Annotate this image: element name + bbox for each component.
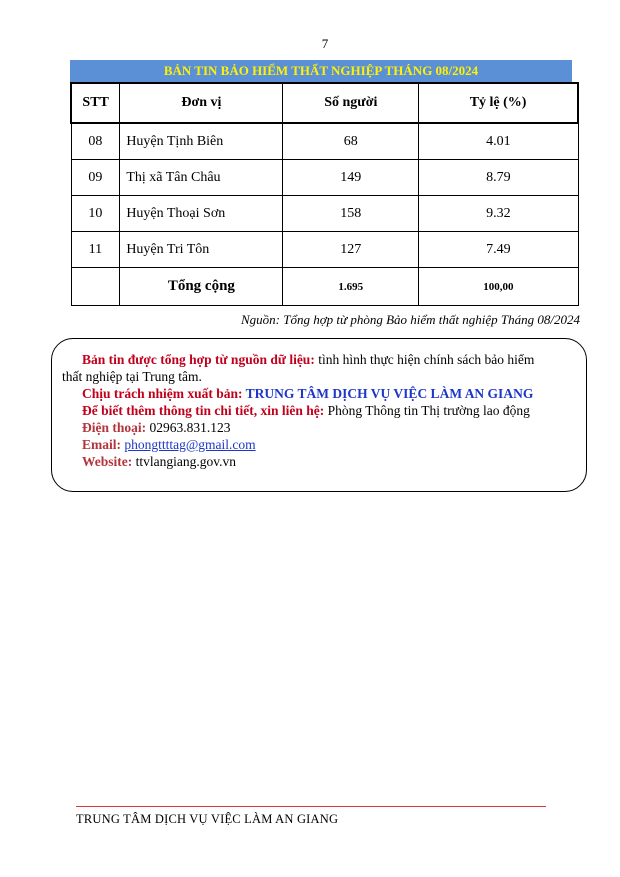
email-label: Email: (82, 437, 121, 452)
header-count: Số người (283, 83, 419, 123)
unemployment-insurance-table (70, 82, 579, 306)
contact-info-box (51, 338, 587, 492)
row-stt: 11 (71, 232, 120, 268)
row-ratio: 8.79 (419, 160, 578, 196)
contact-value: Phòng Thông tin Thị trường lao động (324, 403, 530, 418)
table-row (71, 123, 578, 160)
row-stt: 10 (71, 196, 120, 232)
website-value: ttvlangiang.gov.vn (132, 454, 236, 469)
row-count: 127 (283, 232, 419, 268)
total-ratio: 100,00 (419, 268, 578, 306)
phone-label: Điện thoại: (82, 420, 147, 435)
website-label: Website: (82, 454, 133, 469)
header-ratio: Tỷ lệ (%) (419, 83, 578, 123)
table-row (71, 196, 578, 232)
bulletin-title-banner: BẢN TIN BẢO HIỂM THẤT NGHIỆP THÁNG 08/2024 (70, 60, 572, 82)
total-label: Tổng cộng (120, 268, 283, 306)
header-unit: Đơn vị (120, 83, 283, 123)
row-ratio: 4.01 (419, 123, 578, 160)
table-row (71, 232, 578, 268)
table-row (71, 160, 578, 196)
contact-line (82, 402, 568, 419)
row-ratio: 7.49 (419, 232, 578, 268)
contact-label: Để biết thêm thông tin chi tiết, xin liên hệ: (82, 403, 325, 418)
publisher-value: TRUNG TÂM DỊCH VỤ VIỆC LÀM AN GIANG (242, 386, 534, 401)
table-header-row (71, 83, 578, 123)
summary-text: tình hình thực hiện chính sách bảo hiểm (314, 352, 535, 367)
source-note: Nguồn: Tổng hợp từ phòng Bảo hiểm thất nghiệp Tháng 08/2024 (240, 312, 580, 327)
row-count: 149 (283, 160, 419, 196)
header-stt: STT (71, 83, 120, 123)
phone-line (82, 419, 568, 436)
row-ratio: 9.32 (419, 196, 578, 232)
row-unit: Huyện Tịnh Biên (120, 123, 283, 160)
row-unit: Thị xã Tân Châu (120, 160, 283, 196)
row-count: 158 (283, 196, 419, 232)
row-count: 68 (283, 123, 419, 160)
summary-label: Bản tin được tổng hợp từ nguồn dữ liệu: (82, 352, 315, 367)
phone-value: 02963.831.123 (146, 420, 231, 435)
total-count: 1.695 (283, 268, 419, 306)
row-stt: 08 (71, 123, 120, 160)
website-line (82, 453, 568, 470)
summary-line (82, 351, 568, 368)
row-unit: Huyện Tri Tôn (120, 232, 283, 268)
footer-text: TRUNG TÂM DỊCH VỤ VIỆC LÀM AN GIANG (76, 812, 339, 826)
row-unit: Huyện Thoại Sơn (120, 196, 283, 232)
total-stt-empty (71, 268, 120, 306)
email-link[interactable]: phongttttag@gmail.com (124, 437, 256, 452)
row-stt: 09 (71, 160, 120, 196)
email-line (82, 436, 568, 453)
publisher-label: Chịu trách nhiệm xuất bản: (82, 386, 243, 401)
table-total-row (71, 268, 578, 306)
footer-divider (76, 806, 546, 807)
publisher-line (82, 385, 568, 402)
page-number: 7 (321, 36, 329, 51)
summary-line-2: thất nghiệp tại Trung tâm. (62, 369, 202, 384)
